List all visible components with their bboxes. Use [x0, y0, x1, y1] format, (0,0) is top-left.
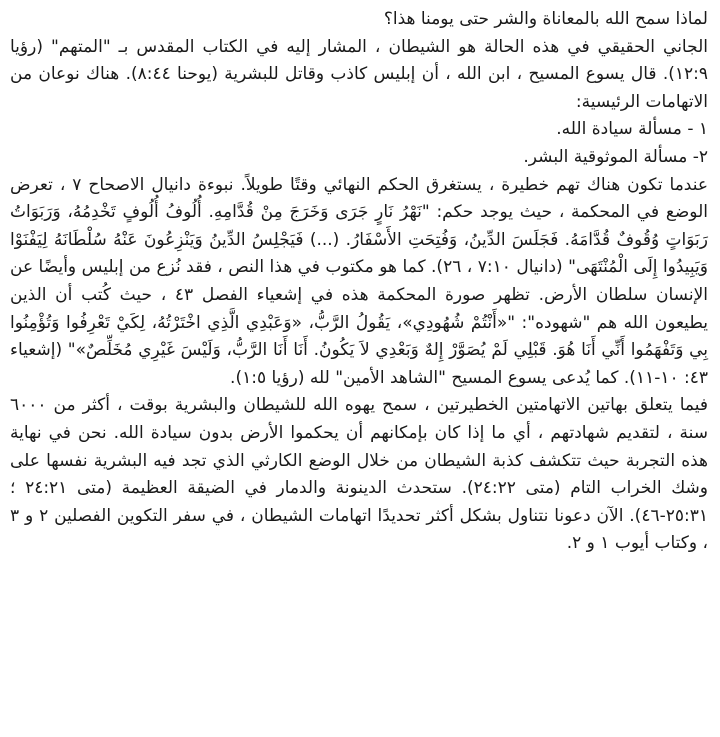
paragraph-court: عندما تكون هناك تهم خطيرة ، يستغرق الحكم النهائي وقتًا طويلاً. نبوءة دانيال الاصحاح ٧ ، تعرض الوضع في المحكمة ، حيث يوجد حكم: "نَهْرُ نَارٍ جَرَى وَخَرَجَ مِنْ قُدَّامِهِ. أُلُوفُ أُلُوفٍ تَخْدِمُهُ، وَرَبَوَاتُ رَبَوَاتٍ وُقُوفٌ قُدَّامَهُ. فَجَلَسَ الدِّينُ، وَفُتِحَتِ الأَسْفَارُ. (...) فَيَجْلِسُ الدِّينُ وَيَنْزِعُونَ عَنْهُ سُلْطَانَهُ لِيَفْنَوْا وَيَبِيدُوا إِلَى الْمُنْتَهَى" (دانيال ٧:١٠ ، ٢٦). كما هو مكتوب في هذا النص ، فقد نُزع من إبليس وأيضًا عن الإنسان سلطان الأرض. تظهر صورة المحكمة هذه في إشعياء الفصل ٤٣ ، حيث كُتب أن الذين يطيعون الله هم "شهوده": "«أَنْتُمْ شُهُودِي»، يَقُولُ الرَّبُّ، «وَعَبْدِي الَّذِي اخْتَرْتُهُ، لِكَيْ تَعْرِفُوا وَتُؤْمِنُوا بِي وَتَفْهَمُوا أَنِّي أَنَا هُوَ. قَبْلِي لَمْ يُصَوَّرْ إِلهٌ وَبَعْدِي لاَ يَكُونُ. أَنَا أَنَا الرَّبُّ، وَلَيْسَ غَيْرِي مُخَلِّصٌ»" (إشعياء ٤٣: ١٠-١١). كما يُدعى يسوع المسيح "الشاهد الأمين" لله (رؤيا ١:٥).	[10, 174, 709, 388]
paragraph-accuser: الجاني الحقيقي في هذه الحالة هو الشيطان ، المشار إليه في الكتاب المقدس بـ "المتهم" (رؤيا ١٢:٩). قال يسوع المسيح ، ابن الله ، أن إبليس كاذب وقاتل للبشرية (يوحنا ٨:٤٤). هناك نوعان من الاتهامات الرئيسية:	[10, 36, 708, 112]
list-item-sovereignty: ١ - مسألة سيادة الله.	[556, 119, 708, 140]
list-item-human-integrity: ٢- مسألة الموثوقية البشر.	[523, 146, 708, 167]
question-heading: لماذا سمح الله بالمعاناة والشر حتى يومنا هذا؟	[383, 9, 708, 29]
paragraph-time-allowed: فيما يتعلق بهاتين الاتهامتين الخطيرتين ، سمح يهوه الله للشيطان والبشرية بوقت ، أكثر من ٦٠٠٠ سنة ، لتقديم شهادتهم ، أي ما إذا كان بإمكانهم أن يحكموا الأرض بدون سيادة الله. نحن في نهاية هذه التجربة حيث تتكشف كذبة الشيطان من خلال الوضع الكارثي الذي تجد فيه البشرية نفسها على وشك الخراب التام (متى ٢٤:٢٢). ستحدث الدينونة والدمار في الضيقة العظيمة (متى ٢٤:٢١ ؛ ٢٥:٣١-٤٦). الآن دعونا نتناول بشكل أكثر تحديدًا اتهامات الشيطان ، في سفر التكوين الفصلين ٢ و ٣ ، وكتاب أيوب ١ و ٢.	[10, 395, 709, 554]
